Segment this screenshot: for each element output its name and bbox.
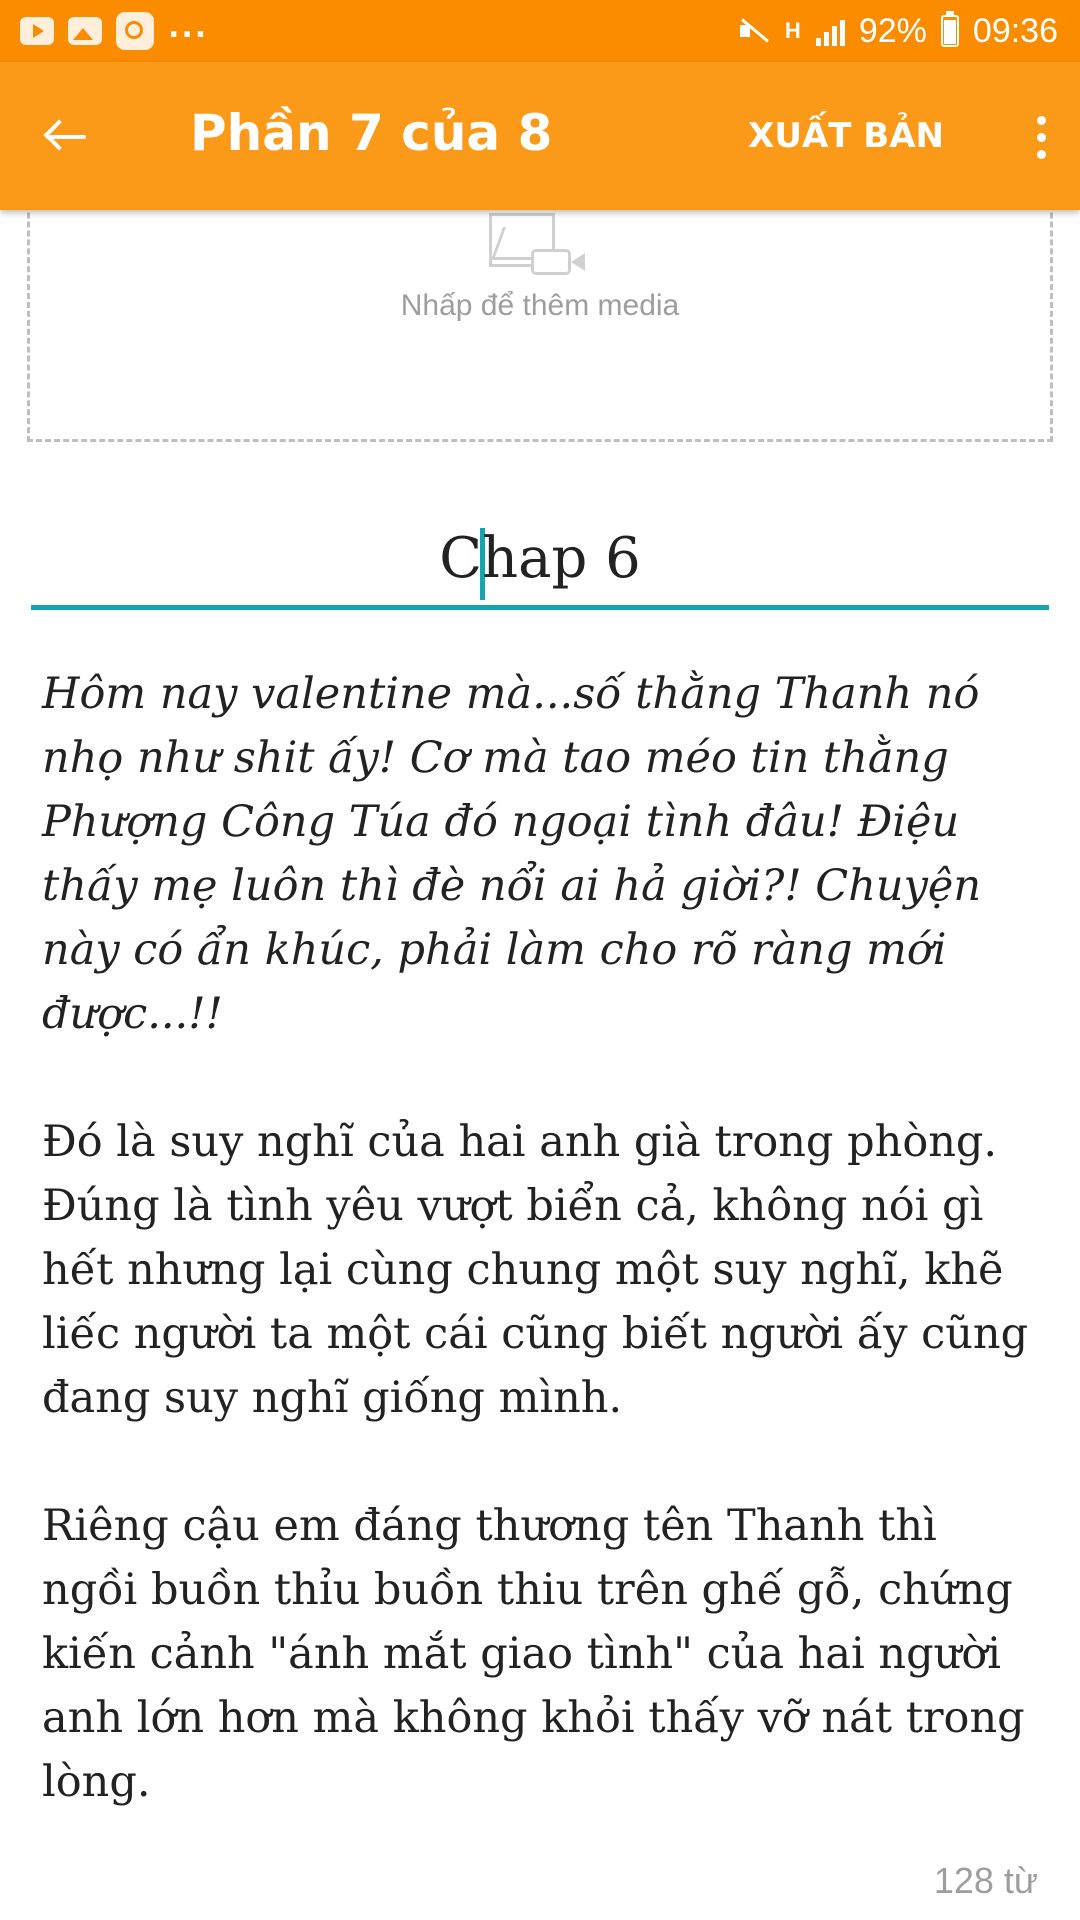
story-paragraph: Hôm nay valentine mà...số thằng Thanh nó nhọ như shit ấy! Cơ mà tao méo tin thằng Phượng Công Túa đó ngoại tình đâu! Điệu thấy mẹ luôn thì đè nổi ai hả giời?! Chuyện này có ẩn khúc, phải làm cho rõ ràng mới được...!! [42,669,982,1039]
clock: 09:36 [972,11,1058,50]
story-paragraph: Đó là suy nghĩ của hai anh già trong phòng. Đúng là tình yêu vượt biển cả, không nói gì hết nhưng lại cùng chung một suy nghĩ, khẽ liếc người ta một cái cũng biết người ấy cũng đang suy nghĩ giống mình. [42,1117,1029,1423]
signal-icon [816,16,845,46]
gallery-icon [68,17,102,45]
youtube-icon [20,17,54,45]
system-icons [738,10,1058,52]
media-add-icon [489,213,589,279]
add-media-label: Nhấp để thêm media [400,289,680,322]
publish-button[interactable]: XUẤT BẢN [748,116,944,156]
chapter-title: Chap 6 [439,526,641,591]
word-count: 128 từ [933,1860,1038,1901]
story-paragraph: Riêng cậu em đáng thương tên Thanh thì ngồi buồn thỉu buồn thiu trên ghế gỗ, chứng kiến cảnh "ánh mắt giao tình" của hai người anh lớn hơn mà không khỏi thấy vỡ nát trong lòng. [42,1501,1025,1807]
mute-icon [738,16,770,46]
chapter-title-input[interactable] [31,522,1049,610]
more-vert-icon[interactable] [1026,102,1056,172]
battery-percent: 92% [858,11,927,50]
back-button[interactable] [30,102,100,172]
battery-icon [941,15,959,47]
app-notification-icon [116,12,154,50]
notification-icons [20,9,209,50]
app-bar [0,62,1080,210]
page-title: Phần 7 của 8 [190,104,553,162]
more-notifications-indicator: ... [168,9,209,45]
story-editor[interactable] [42,662,1038,1878]
status-bar [0,0,1080,62]
hsignal-icon: H [784,18,801,43]
